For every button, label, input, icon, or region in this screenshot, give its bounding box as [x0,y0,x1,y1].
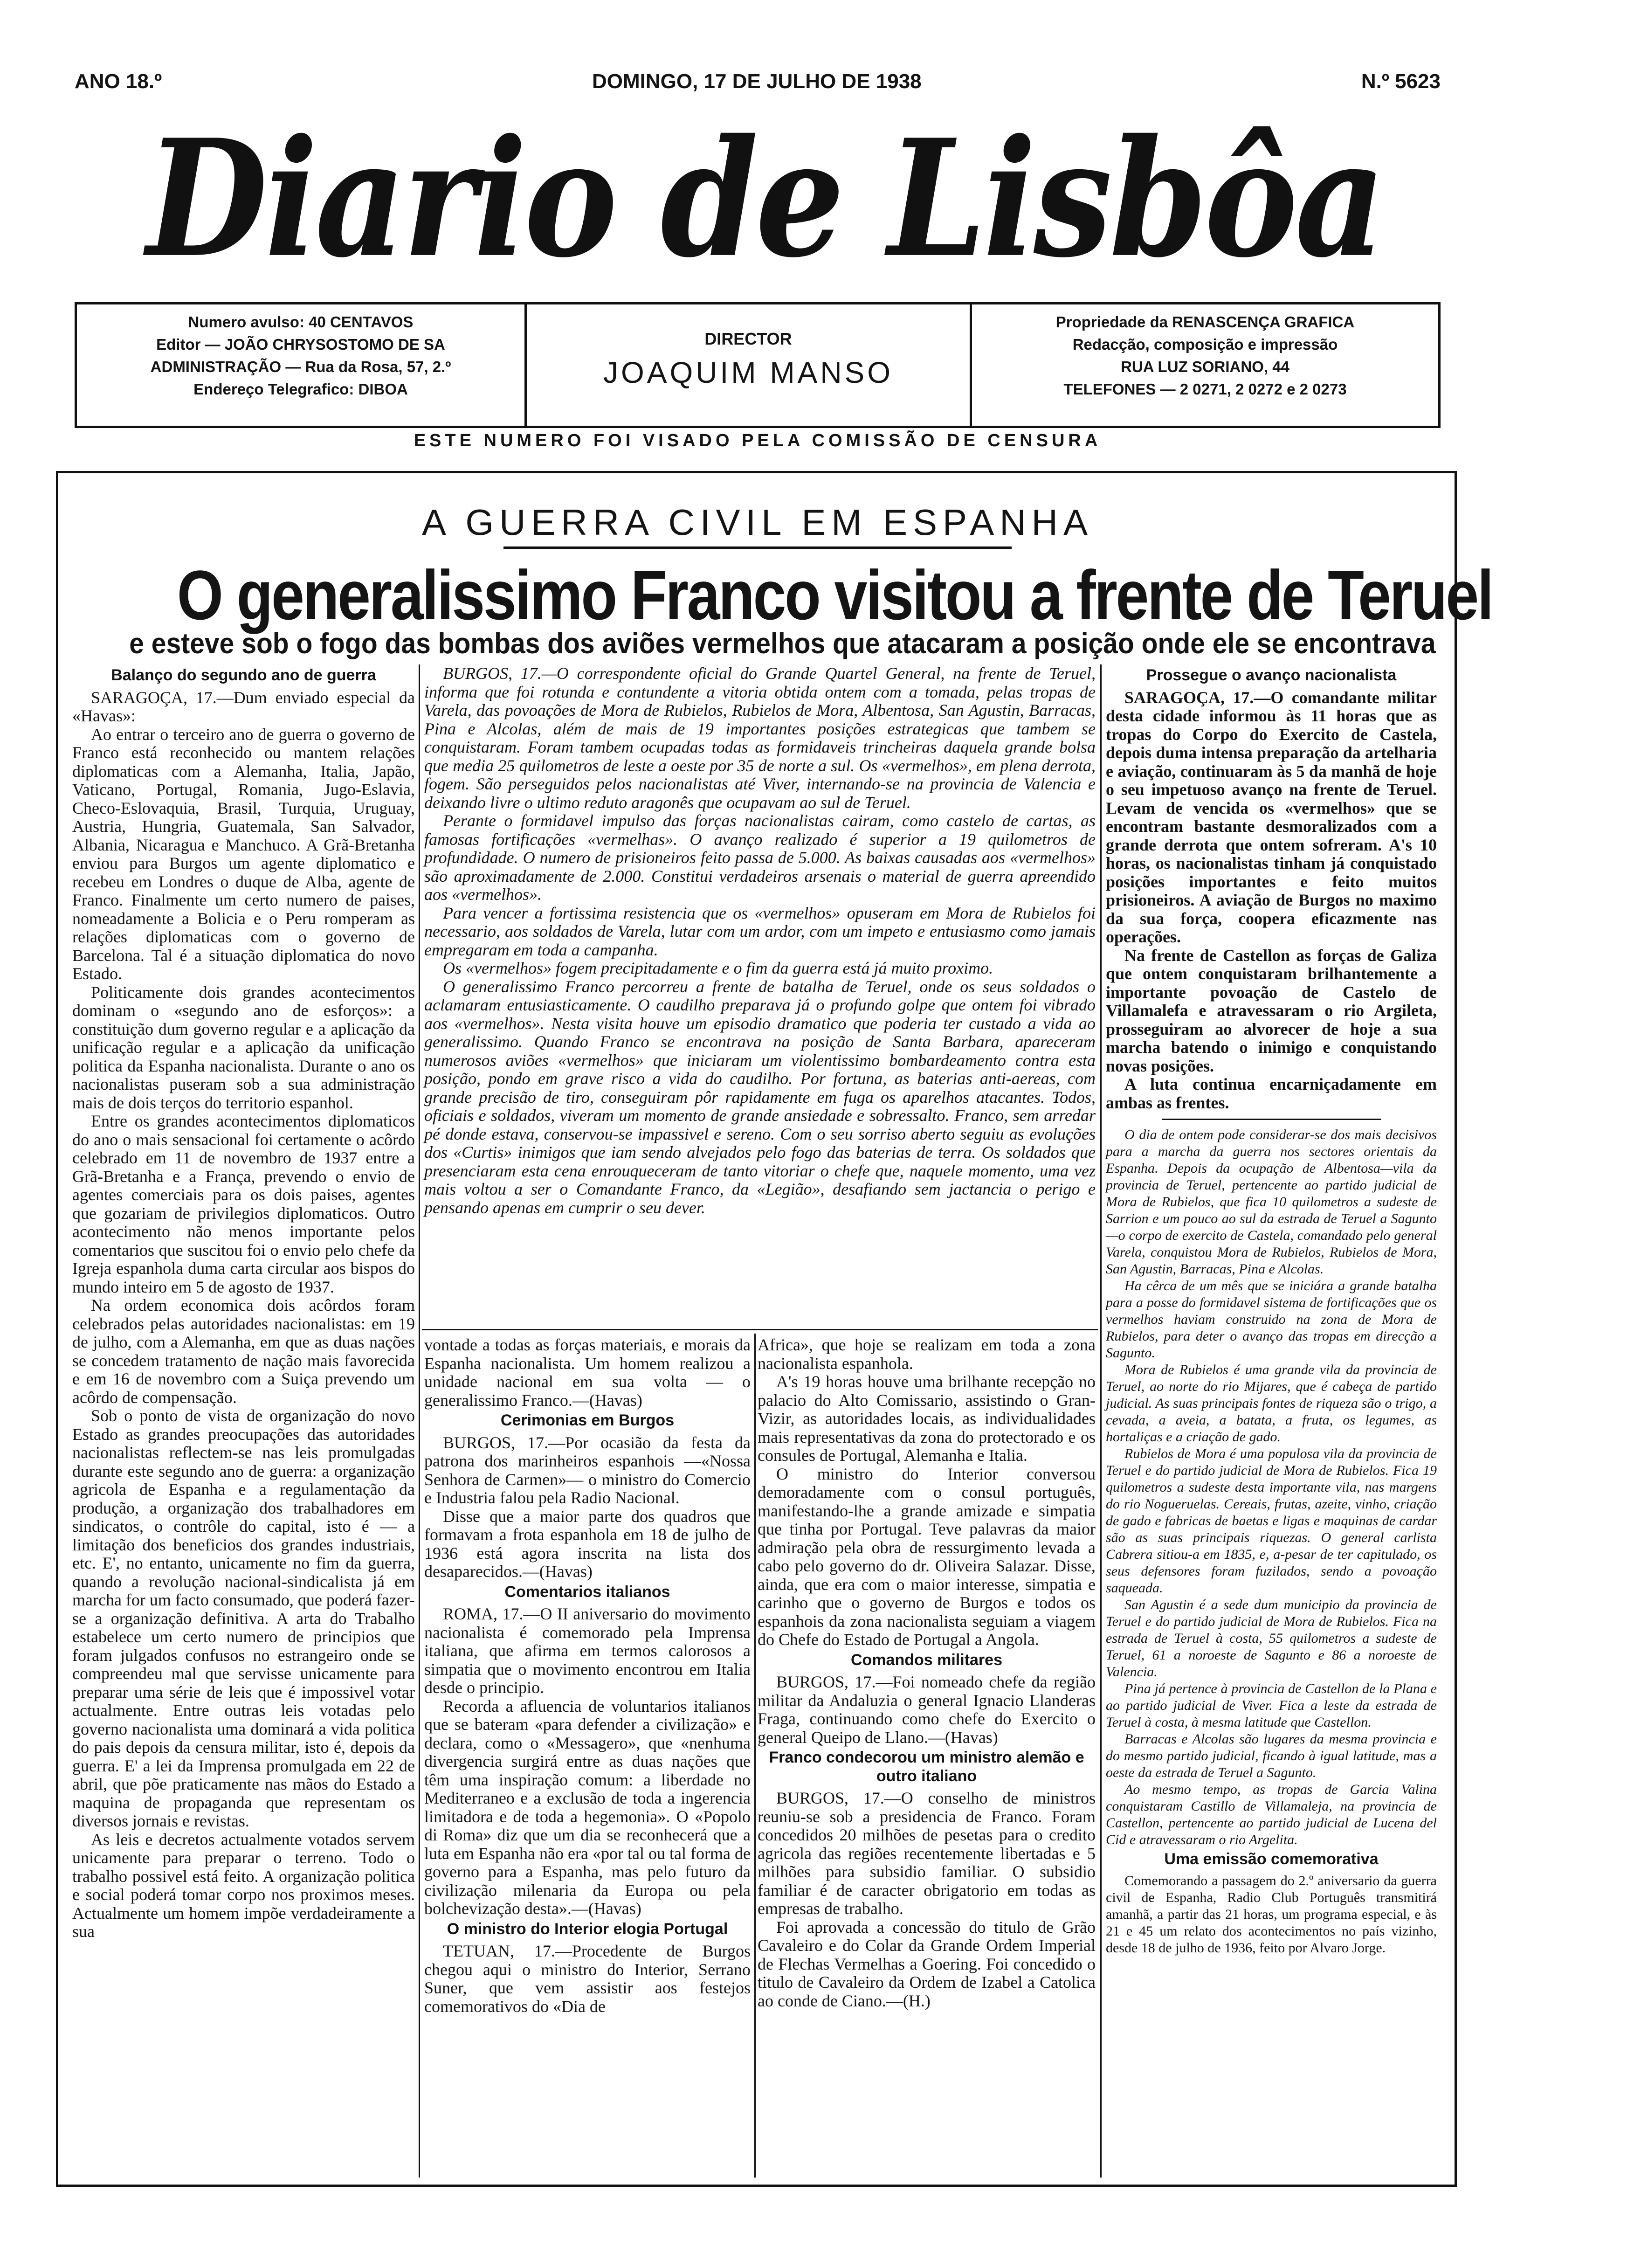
director-label: DIRECTOR [704,329,792,348]
paragraph: Sob o ponto de vista de organização do novo Estado as grandes preocupações das autoridades nacionalistas reflectem-se nas leis promulgadas durante este segundo ano de guerra: a organização agricola de Espanha e a regulamentação da produção, a organização dos trabalhadores em sindicatos, o contrôle do capital, isto é — a limitação dos beneficios dos grandes industriais, etc. E', no entanto, unicamente no fim da guerra, quando a revolução nacional-sindicalista já em marcha for um facto consumado, que poderá fazer-se a organização definitiva. A arta do Trabalho estabelece um certo numero de principios que foram julgados confusos no estrangeiro onde se compreendeu mal que servisse unicamente para preparar uma série de leis que é impossivel votar actualmente. Entre outras leis votadas pelo governo nacionalista uma dominará a vida politica do pais depois da censura militar, isto é, depois da guerra. E' a lei da Imprensa promulgada em 22 de abril, que põe praticamente nas mãos do Estado a maquina de propaganda que representam os diversos jornais e revistas. [72,1406,415,1830]
info-director [524,304,972,426]
masthead [146,104,1383,293]
article-headline: O generalissimo Franco visitou a frente de Teruel [177,556,1492,634]
section-heading: Comandos militares [851,1651,1002,1669]
paragraph: vontade a todas as forças materiais, e morais da Espanha nacionalista. Um homem realizou a unidade nacional em sua volta — o generalissimo Franco.—(Havas) [424,1335,751,1410]
issue-year: ANO 18.º [75,70,162,93]
section-heading: Cerimonias em Burgos [500,1411,675,1429]
director-name: JOAQUIM MANSO [603,356,894,389]
paragraph: Na frente de Castellon as forças de Galiza que ontem conquistaram brilhantemente a importante povoação de Castelo de Villamalefa e atravessaram o rio Argileta, prosseguiram ao alvorecer de hoje a sua marcha batendo o inimigo e conquistando novas posições. [1106,946,1437,1075]
censorship-note: ESTE NUMERO FOI VISADO PELA COMISSÃO DE CENSURA [414,431,1102,450]
info-line: Propriedade da RENASCENÇA GRAFICA [1055,313,1355,331]
info-line: TELEFONES — 2 0271, 2 0272 e 2 0273 [1063,380,1347,398]
paragraph: Para vencer a fortissima resistencia que os «vermelhos» opuseram em Mora de Rubielos foi necessario, aos soldados de Varela, lutar com um ardor, com um impeto e entusiasmo como jamais empregaram em toda a campanha. [424,903,1096,959]
paragraph: Ha cêrca de um mês que se iniciára a grande batalha para a posse do formidavel sistema de fortificações que os vermelhos haviam construido na zona de Mora de Rubielos, para deter o avanço das tropas em direcção a Sagunto. [1106,1278,1437,1361]
section-heading: Franco condecorou um ministro alemão e outro italiano [769,1749,1084,1785]
paragraph: Recorda a afluencia de voluntarios italianos que se bateram «para defender a civilização» e declara, como o «Messagero», que «nenhuma divergencia surgirá entre as duas nações que têm uma inspiração comum: a liberdade no Mediterraneo e a exclusão de toda a ingerencia limitadora e de toda a hegemonia». O «Popolo di Roma» diz que um dia se reconhecerá que a luta em Espanha não era «por tal ou tal forma de governo para a Espanha, mas pelo futuro da civilização milenaria da Europa ou pela bolchevização desta».—(Havas) [424,1696,751,1918]
column-2 [424,1336,751,2016]
section-rule [1162,1119,1381,1120]
paragraph: ROMA, 17.—O II aniversario do movimento nacionalista é comemorado pela Imprensa italiana, que afirma em termos calorosos a simpatia que o movimento encontrou em Italia desde o principio. [424,1604,751,1697]
issue-number: N.º 5623 [1361,70,1441,93]
column-3 [758,1336,1096,2010]
bold-dispatch [1106,689,1437,1113]
paragraph: Politicamente dois grandes acontecimentos dominam o «segundo ano de esforços»: a constituição dum governo regular e a aplicação da unificação regular e a aplicação da unificação politica da Espanha nacionalista. Durante o ano os nacionalistas puseram sob a sua administração mais de dois terços do territorio espanhol. [72,982,415,1112]
info-line: Editor — JOÃO CHRYSOSTOMO DE SA [156,336,445,353]
paragraph: Africa», que hoje se realizam em toda a zona nacionalista espanhola. [758,1335,1096,1373]
paragraph: Pina já pertence à provincia de Castellon de la Plana e ao partido judicial de Viver. Fica a leste da estrada de Teruel à costa, à mesma latitude que Castellon. [1106,1681,1437,1730]
paragraph: Rubielos de Mora é uma populosa vila da provincia de Teruel e do partido judicial de Mora de Rubielos. Fica 19 quilometros a sudeste desta importante vila, nas margens do rio Nogueruelas. Cereais, frutas, azeite, vinho, criação de gado e fabricas de baetas e ligas e maquinas de cardar são as suas principais riquezas. O general carlista Cabrera sitiou-a em 1835, e, a-pesar de ter capitulado, os seus defensores foram fuzilados, sendo a povoação saqueada. [1106,1446,1437,1596]
paragraph: BURGOS, 17.—O conselho de ministros reuniu-se sob a presidencia de Franco. Foram concedidos 20 milhões de pesetas para o credito agricola das regiões recentemente libertadas e 5 milhões para subsidio familiar. O subsidio familiar é de caracter obrigatorio em todas as empresas de trabalho. [758,1789,1096,1918]
paragraph: Ao entrar o terceiro ano de guerra o governo de Franco está reconhecido ou mantem relações diplomaticas com a Alemanha, Italia, Japão, Vaticano, Portugal, Romania, Jugo-Eslavia, Checo-Eslovaquia, Brasil, Turquia, Uruguay, Austria, Hungria, Guatemala, San Salvador, Albania, Nicaragua e Manchuco. A Grã-Bretanha enviou para Burgos um agente diplomatico e recebeu em Londres o duque de Alba, agente de Franco. Finalmente um certo numero de paises, nomeadamente a Bolicia e o Peru romperam as relações diplomaticas com o governo de Barcelona. Tal é a situação diplomatica do novo Estado. [72,725,415,983]
section-heading: O ministro do Interior elogia Portugal [447,1920,728,1938]
paragraph: Barracas e Alcolas são lugares da mesma provincia e do mesmo partido judicial, ficando à igual latitude, mas a oeste da estrada de Teruel a Sagunto. [1106,1731,1437,1780]
paragraph: O dia de ontem pode considerar-se dos mais decisivos para a marcha da guerra nos sectores orientais da Espanha. Depois da ocupação de Albentosa—vila da provincia de Teruel, pertencente ao partido judicial de Mora de Rubielos, que fica 10 quilometros a sudeste de Sarrion e um pouco ao sul da estrada de Teruel a Sagunto—o corpo de exercito de Castela, comandado pelo general Varela, conquistou Mora de Rubielos, Rubielos de Mora, San Agustin, Barracas, Pina e Alcolas. [1106,1127,1437,1277]
info-left [77,304,524,426]
italic-notes [1106,1127,1437,1848]
info-line: Numero avulso: 40 CENTAVOS [188,313,414,331]
paragraph: Disse que a maior parte dos quadros que formavam a frota espanhola em 18 de julho de 1936 está agora inscrita na lista dos desaparecidos.—(Havas) [424,1507,751,1581]
paragraph: SARAGOÇA, 17.—O comandante militar desta cidade informou às 11 horas que as tropas do Corpo do Exercito de Castela, depois duma intensa preparação da artelharia e aviação, continuaram às 5 da manhã de hoje o seu impetuoso avanço na frente de Teruel. Levam de vencida os «vermelhos» que se encontram bastante desmoralizados com a grande derrota que ontem sofreram. A's 10 horas, os nacionalistas tinham já conquistado posições importantes e feito muitos prisioneiros. A aviação de Burgos no maximo da sua força, coopera eficazmente nas operações. [1106,688,1437,946]
section-heading: Uma emissão comemorativa [1164,1850,1379,1868]
section-heading: Balanço do segundo ano de guerra [111,666,376,684]
info-line: RUA LUZ SORIANO, 44 [1121,358,1289,375]
paragraph: O ministro do Interior conversou demoradamente com o consul português, manifestando-lhe a grande amizade e simpatia que tinha por Portugal. Teve palavras da maior admiração pela obra de ressurgimento levada a cabo pelo governo do dr. Oliveira Salazar. Disse, ainda, que era com o maior interesse, simpatia e carinho que o governo de Burgos e todos os espanhois da zona nacionalista seguiam a viagem do Chefe do Estado de Portugal a Angola. [758,1464,1096,1649]
paragraph: Mora de Rubielos é uma grande vila da provincia de Teruel, ao norte do rio Mijares, que é cabeça de partido judicial. As suas principais fontes de riqueza são o trigo, a cevada, a aveia, a batata, a fruta, os legumes, as hortaliças e a criação de gado. [1106,1362,1437,1445]
paragraph: As leis e decretos actualmente votados servem unicamente para preparar o terreno. Todo o trabalho possivel está feito. A organização politica e social poderá tomar corpo nos proximos meses. Actualmente um homem impõe verdadeiramente a sua [72,1830,415,1941]
column-4 [1106,664,1437,1957]
info-box [75,302,1441,428]
paragraph: A's 19 horas houve uma brilhante recepção no palacio do Alto Comissario, assistindo o Gran-Vizir, as autoridades locais, as individualidades mais representativas da zona do protectorado e os consules de Portugal, Alemanha e Italia. [758,1372,1096,1465]
section-heading: Prossegue o avanço nacionalista [1146,666,1397,684]
paragraph: SARAGOÇA, 17.—Dum enviado especial da «Havas»: [72,688,415,725]
kicker-underline [503,546,1012,549]
info-line: Redacção, composição e impressão [1072,336,1338,353]
main-dispatch [424,664,1096,1217]
issue-date: DOMINGO, 17 DE JULHO DE 1938 [592,70,922,93]
info-right [972,304,1438,426]
paragraph: Na ordem economica dois acôrdos foram celebrados pelas autoridades nacionalistas: em 19 de julho, com a Alemanha, em que as duas nações se concedem tratamento de nação mais favorecida e em 16 de novembro com a Suiça prevendo um acôrdo de compensação. [72,1296,415,1407]
date-line [75,70,1441,103]
section-heading: Comentarios italianos [504,1583,670,1601]
column-1 [72,664,415,1941]
newspaper-title: Diario de Lisbôa [146,104,1383,293]
column-divider [419,664,420,2178]
paragraph: Ao mesmo tempo, as tropas de Garcia Valina conquistaram Castillo de Villamaleja, na provincia de Castellon, pertencente ao partido judicial de Lucena del Cid e atravessaram o rio Argelita. [1106,1782,1437,1847]
paragraph: TETUAN, 17.—Procedente de Burgos chegou aqui o ministro do Interior, Serrano Suner, que vem assistir aos festejos comemorativos do «Dia de [424,1942,751,2016]
paragraph: BURGOS, 17.—O correspondente oficial do Grande Quartel General, na frente de Teruel, informa que foi rotunda e contundente a vitoria obtida ontem com a tomada, pelas tropas de Varela, das povoações de Mora de Rubielos, Rubielos de Mora, Albentosa, San Agustin, Barracas, Pina e Alcolas, além de mais de 19 importantes posições estrategicas que tambem se conquistaram. Foram tambem ocupadas todas as formidaveis trincheiras daquela grande bolsa que media 25 quilometros de leste a oeste por 35 de norte a sul. Os «vermelhos», em plena derrota, fogem. São perseguidos pelos nacionalistas até Viver, internando-se na provincia de Valencia e deixando livre o ultimo reduto aragonês que ocupavam ao sul de Teruel. [424,664,1096,812]
paragraph: San Agustin é a sede dum municipio da provincia de Teruel e do partido judicial de Mora de Rubielos. Fica na estrada de Teruel à costa, 55 quilometros a sudeste de Teruel, 61 a noroeste de Sagunto e 86 a noroeste de Valencia. [1106,1597,1437,1680]
paragraph: Perante o formidavel impulso das forças nacionalistas cairam, como castelo de cartas, as famosas fortificações «vermelhas». O avanço realizado é superior a 19 quilometros de profundidade. O numero de prisioneiros feito passa de 5.000. As baixas causadas aos «vermelhos» são aproximadamente de 2.000. Constitui verdadeiros arsenais o material de guerra apreendido aos «vermelhos». [424,811,1096,904]
article-kicker: A GUERRA CIVIL EM ESPANHA [422,502,1093,543]
paragraph: O generalissimo Franco percorreu a frente de batalha de Teruel, onde os seus soldados o aclamaram entusiasticamente. O caudilho preparava já o profundo golpe que ontem foi vibrado aos «vermelhos». Nesta visita houve um episodio dramatico que poderia ter custado a vida ao generalissimo. Quando Franco se encontrava na posição de Santa Barbara, apareceram numerosos aviões «vermelhos» que iniciaram um violentissimo bombardeamento contra esta posição, pondo em grave risco a vida do caudilho. Por fortuna, as baterias anti-aereas, com grande precisão de tiro, conseguiram pôr rapidamente em fuga os aparelhos atacantes. Todos, oficiais e soldados, viveram um momento de grande ansiedade e sobressalto. Franco, sem arredar pé donde estava, conservou-se impassivel e sereno. Com o seu sorriso aberto seguiu as evoluções dos «Curtis» inimigos que iam sendo alvejados pelo fogo das baterias de terra. Os soldados que presenciaram esta cena enrouqueceram de tanto vitoriar o chefe que, naquele momento, uma vez mais voltou a ser o Comandante Franco, da «Legião», desafiando sem jactancia o perigo e pensando apenas em cumprir o seu dever. [424,977,1096,1217]
paragraph: BURGOS, 17.—Por ocasião da festa da patrona dos marinheiros espanhois —«Nossa Senhora de Carmen»— o ministro do Comercio e Industria falou pela Radio Nacional. [424,1433,751,1507]
column-divider [1100,664,1102,2178]
paragraph: A luta continua encarniçadamente em ambas as frentes. [1106,1075,1437,1112]
section-rule [422,1329,1098,1330]
paragraph: BURGOS, 17.—Foi nomeado chefe da região militar da Andaluzia o general Ignacio Llanderas Fraga, continuando como chefe do Exercito o general Queipo de Llano.—(Havas) [758,1673,1096,1747]
info-line: Endereço Telegrafico: DIBOA [193,380,408,398]
paragraph: Os «vermelhos» fogem precipitadamente e o fim da guerra está já muito proximo. [443,959,993,977]
column-divider [754,1334,756,2178]
paragraph: Comemorando a passagem do 2.º aniversario da guerra civil de Espanha, Radio Club Português transmitirá amanhã, a partir das 21 horas, um programa especial, e às 21 e 45 um relato dos acontecimentos no país vizinho, desde 18 de julho de 1936, feito por Alvaro Jorge. [1106,1873,1437,1956]
paragraph: Foi aprovada a concessão do titulo de Grão Cavaleiro e do Colar da Grande Ordem Imperial de Flechas Vermelhas a Goering. Foi concedido o titulo de Cavaleiro da Ordem de Izabel a Catolica ao conde de Ciano.—(H.) [758,1917,1096,2010]
info-line: ADMINISTRAÇÃO — Rua da Rosa, 57, 2.º [150,358,451,375]
paragraph: Entre os grandes acontecimentos diplomaticos do ano o mais sensacional foi certamente o acôrdo celebrado em 11 de novembro de 1937 entre a Grã-Bretanha e a França, prevendo o envio de agentes comerciais para os dois paises, agentes que gozariam de privilegios diplomaticos. Outro acontecimento não menos importante pelos comentarios que suscitou foi o envio pelo chefe da Igreja espanhola duma carta circular aos bispos do mundo inteiro em 5 de agosto de 1937. [72,1112,415,1296]
article-subhead: e esteve sob o fogo das bombas dos aviões vermelhos que atacaram a posição onde ele se encontrava [129,628,1436,660]
